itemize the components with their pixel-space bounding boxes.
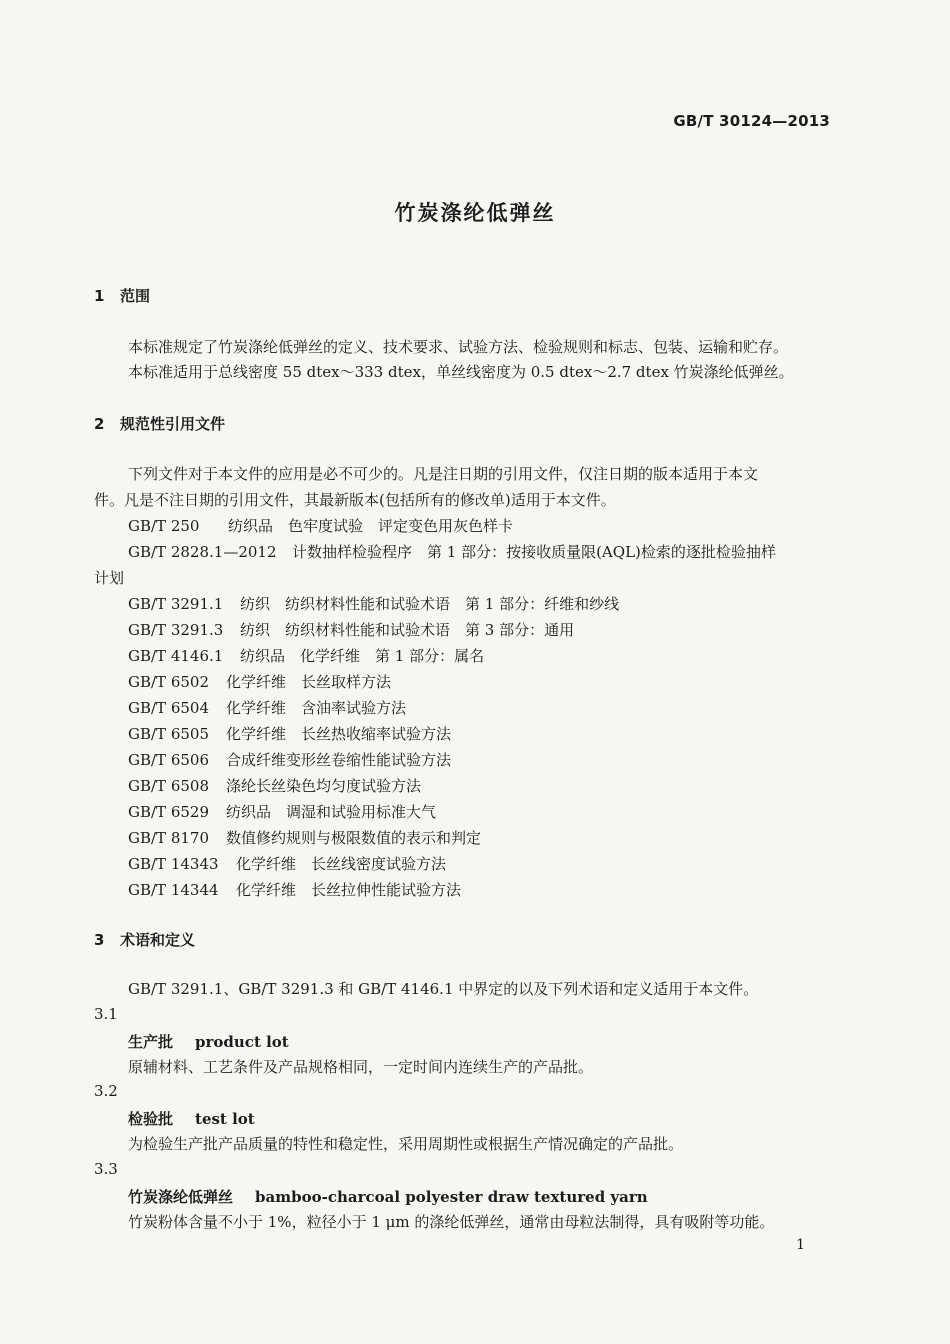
reference-code: GB/T 3291.3 — [128, 621, 224, 639]
reference-code: GB/T 14344 — [128, 881, 219, 899]
term-en: bamboo-charcoal polyester draw textured yarn — [255, 1188, 648, 1206]
term-en: test lot — [195, 1110, 255, 1128]
reference-item — [128, 775, 421, 796]
page-number: 1 — [796, 1237, 805, 1253]
reference-item — [128, 541, 776, 562]
reference-item — [128, 515, 513, 536]
term-heading — [128, 1031, 289, 1052]
term-number: 3.2 — [94, 1082, 118, 1100]
reference-title: 计划 — [94, 569, 125, 587]
term-number: 3.1 — [94, 1005, 118, 1023]
term-definition: 竹炭粉体含量不小于 1%，粒径小于 1 μm 的涤纶低弹丝，通常由母粒法制得，具有吸附等功能。 — [128, 1213, 775, 1231]
reference-code: GB/T 6508 — [128, 777, 210, 795]
reference-title: 化学纤维 长丝热收缩率试验方法 — [226, 725, 452, 743]
reference-code: GB/T 6502 — [128, 673, 210, 691]
reference-title: 化学纤维 长丝取样方法 — [226, 673, 392, 691]
reference-item — [128, 749, 451, 770]
reference-title: 纺织品 色牢度试验 评定变色用灰色样卡 — [228, 517, 514, 535]
reference-code: GB/T 4146.1 — [128, 647, 224, 665]
reference-continuation — [94, 567, 124, 588]
term-zh: 检验批 — [128, 1110, 174, 1128]
reference-item — [128, 827, 481, 848]
reference-title: 数值修约规则与极限数值的表示和判定 — [226, 829, 482, 847]
reference-code: GB/T 8170 — [128, 829, 210, 847]
reference-title: 纺织品 调湿和试验用标准大气 — [226, 803, 437, 821]
reference-item — [128, 801, 436, 822]
reference-code: GB/T 3291.1 — [128, 595, 224, 613]
term-definition: 为检验生产批产品质量的特性和稳定性，采用周期性或根据生产情况确定的产品批。 — [128, 1135, 684, 1153]
term-definition: 原辅材料、工艺条件及产品规格相同，一定时间内连续生产的产品批。 — [128, 1058, 594, 1076]
reference-code: GB/T 6505 — [128, 725, 210, 743]
reference-item — [128, 723, 451, 744]
reference-item — [128, 697, 406, 718]
reference-code: GB/T 6506 — [128, 751, 210, 769]
reference-code: GB/T 14343 — [128, 855, 219, 873]
reference-title: 化学纤维 长丝线密度试验方法 — [236, 855, 447, 873]
section-3-heading — [94, 929, 195, 950]
standard-code: GB/T 30124—2013 — [673, 112, 830, 130]
reference-title: 合成纤维变形丝卷缩性能试验方法 — [226, 751, 452, 769]
reference-title: 纺织品 化学纤维 第 1 部分：属名 — [240, 647, 485, 665]
document-title: 竹炭涤纶低弹丝 — [394, 201, 556, 225]
reference-item — [128, 593, 619, 614]
reference-title: 涤纶长丝染色均匀度试验方法 — [226, 777, 422, 795]
reference-code: GB/T 6529 — [128, 803, 210, 821]
reference-title: 化学纤维 含油率试验方法 — [226, 699, 407, 717]
reference-item — [128, 671, 391, 692]
term-heading — [128, 1108, 255, 1129]
reference-code: GB/T 6504 — [128, 699, 210, 717]
reference-item — [128, 619, 574, 640]
section-title: 术语和定义 — [120, 931, 196, 949]
reference-title: 计数抽样检验程序 第 1 部分：按接收质量限(AQL)检索的逐批检验抽样 — [292, 543, 776, 561]
reference-code: GB/T 2828.1—2012 — [128, 543, 277, 561]
paragraph: 下列文件对于本文件的应用是必不可少的。凡是注日期的引用文件，仅注日期的版本适用于本文 — [128, 465, 759, 483]
reference-title: 纺织 纺织材料性能和试验术语 第 3 部分：通用 — [240, 621, 575, 639]
term-en: product lot — [195, 1033, 289, 1051]
section-2-heading — [94, 413, 225, 434]
reference-title: 纺织 纺织材料性能和试验术语 第 1 部分：纤维和纱线 — [240, 595, 620, 613]
section-title: 范围 — [120, 287, 151, 305]
section-1-heading — [94, 285, 150, 306]
reference-item — [128, 879, 461, 900]
reference-item — [128, 853, 446, 874]
term-heading — [128, 1186, 648, 1207]
reference-item — [128, 645, 484, 666]
term-number: 3.3 — [94, 1160, 118, 1178]
term-zh: 竹炭涤纶低弹丝 — [128, 1188, 234, 1206]
section-title: 规范性引用文件 — [120, 415, 226, 433]
section-number: 3 — [94, 931, 105, 949]
paragraph: 件。凡是不注日期的引用文件，其最新版本(包括所有的修改单)适用于本文件。 — [94, 491, 616, 509]
reference-title: 化学纤维 长丝拉伸性能试验方法 — [236, 881, 462, 899]
term-zh: 生产批 — [128, 1033, 174, 1051]
paragraph: GB/T 3291.1、GB/T 3291.3 和 GB/T 4146.1 中界定的以及下列术语和定义适用于本文件。 — [128, 980, 759, 998]
paragraph: 本标准适用于总线密度 55 dtex～333 dtex，单丝线密度为 0.5 dtex～2.7 dtex 竹炭涤纶低弹丝。 — [128, 363, 794, 381]
paragraph: 本标准规定了竹炭涤纶低弹丝的定义、技术要求、试验方法、检验规则和标志、包装、运输和贮存。 — [128, 338, 789, 356]
section-number: 1 — [94, 287, 105, 305]
section-number: 2 — [94, 415, 105, 433]
reference-code: GB/T 250 — [128, 517, 200, 535]
